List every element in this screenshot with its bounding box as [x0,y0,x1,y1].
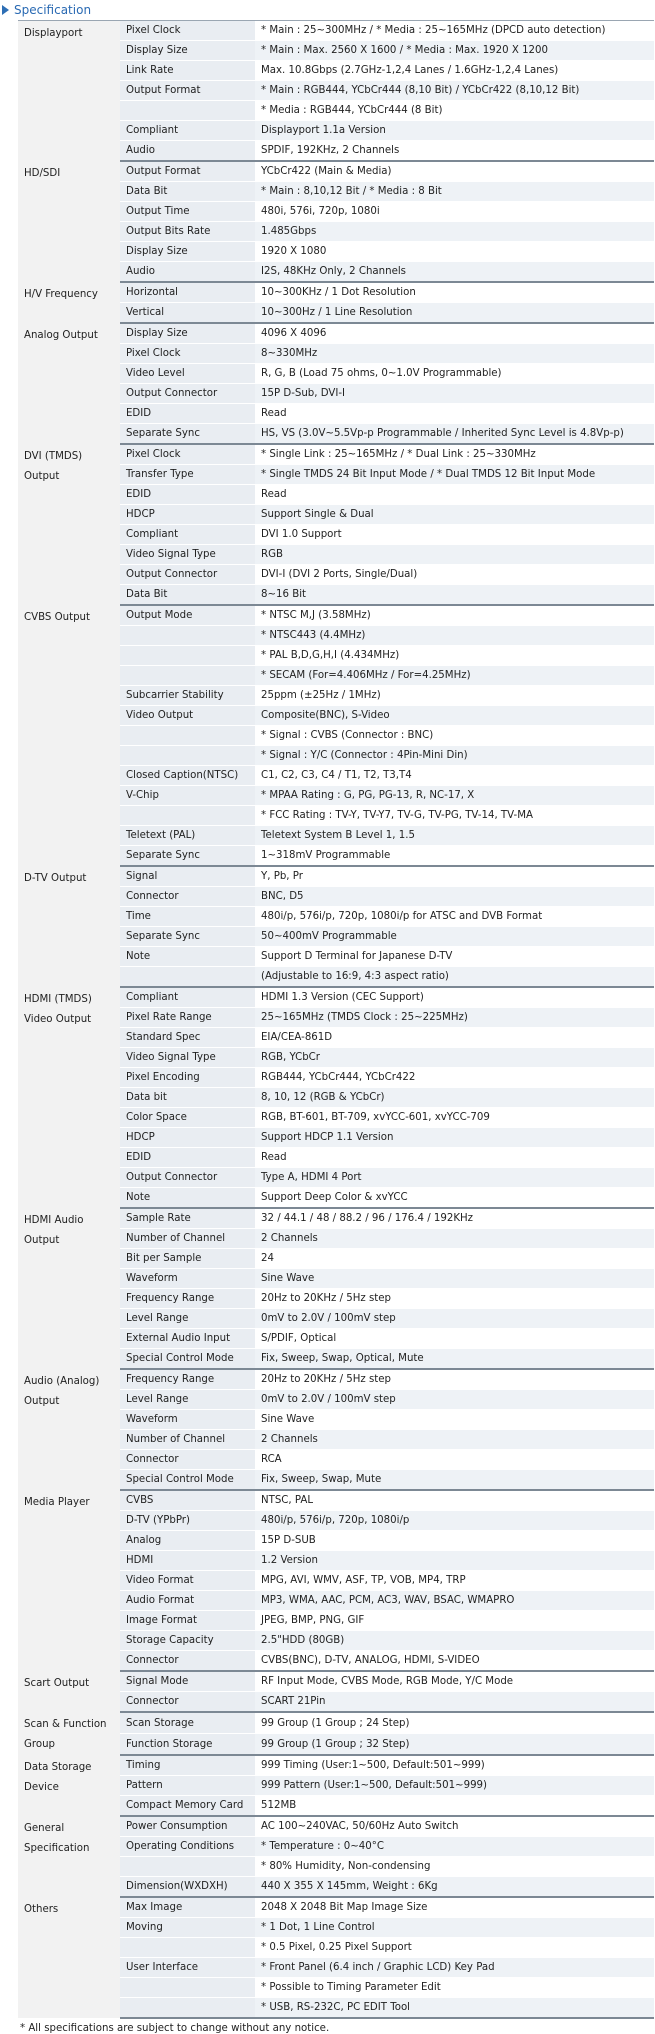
value-cell: 20Hz to 20KHz / 5Hz step [255,1369,654,1390]
item-cell: Operating Conditions [120,1837,255,1857]
item-cell: Link Rate [120,61,255,81]
item-cell [120,1978,255,1998]
value-cell: 25ppm (±25Hz / 1MHz) [255,686,654,706]
item-cell: Moving [120,1918,255,1938]
item-cell: EDID [120,404,255,424]
item-cell: Output Connector [120,1168,255,1188]
value-cell: 440 X 355 X 145mm, Weight : 6Kg [255,1877,654,1898]
category-cell: Data Storage Device [18,1755,120,1816]
item-cell: Number of Channel [120,1430,255,1450]
value-cell: 10~300KHz / 1 Dot Resolution [255,282,654,303]
value-cell: 999 Pattern (User:1~500, Default:501~999) [255,1776,654,1796]
value-cell: AC 100~240VAC, 50/60Hz Auto Switch [255,1816,654,1837]
item-cell: Audio Format [120,1591,255,1611]
value-cell: Composite(BNC), S-Video [255,706,654,726]
item-cell [120,806,255,826]
category-cell: Analog Output [18,323,120,444]
value-cell: Y, Pb, Pr [255,866,654,887]
value-cell: Read [255,404,654,424]
item-cell: Compact Memory Card [120,1796,255,1817]
item-cell: Connector [120,887,255,907]
value-cell: 2 Channels [255,1430,654,1450]
value-cell: * NTSC443 (4.4MHz) [255,626,654,646]
category-cell: D-TV Output [18,866,120,987]
item-cell: Signal Mode [120,1671,255,1692]
table-row [18,1897,654,1918]
item-cell: Data Bit [120,585,255,606]
item-cell: Output Time [120,202,255,222]
value-cell: HDMI 1.3 Version (CEC Support) [255,987,654,1008]
item-cell: Horizontal [120,282,255,303]
item-cell [120,101,255,121]
category-cell: General Specification [18,1816,120,1897]
item-cell: Image Format [120,1611,255,1631]
value-cell: Support D Terminal for Japanese D-TV [255,947,654,967]
value-cell: Support Single & Dual [255,505,654,525]
item-cell: External Audio Input [120,1329,255,1349]
item-cell: Compliant [120,121,255,141]
value-cell: 8~16 Bit [255,585,654,606]
category-cell: H/V Frequency [18,282,120,323]
table-row [18,605,654,626]
item-cell: Separate Sync [120,846,255,867]
value-cell: Read [255,1148,654,1168]
table-row [18,161,654,182]
value-cell: Max. 10.8Gbps (2.7GHz-1,2,4 Lanes / 1.6GHz-1,2,4 Lanes) [255,61,654,81]
item-cell: Power Consumption [120,1816,255,1837]
item-cell [120,666,255,686]
item-cell [120,1998,255,2019]
table-row [18,1712,654,1734]
value-cell: SCART 21Pin [255,1692,654,1713]
value-cell: 25~165MHz (TMDS Clock : 25~225MHz) [255,1008,654,1028]
value-cell: 1~318mV Programmable [255,846,654,867]
value-cell: 2048 X 2048 Bit Map Image Size [255,1897,654,1918]
item-cell: Transfer Type [120,465,255,485]
value-cell: BNC, D5 [255,887,654,907]
value-cell: 999 Timing (User:1~500, Default:501~999) [255,1755,654,1776]
item-cell [120,726,255,746]
table-row [18,1490,654,1511]
item-cell: Pattern [120,1776,255,1796]
item-cell: Function Storage [120,1734,255,1756]
value-cell: 15P D-Sub, DVI-I [255,384,654,404]
item-cell: HDCP [120,505,255,525]
value-cell: 0mV to 2.0V / 100mV step [255,1390,654,1410]
value-cell: HS, VS (3.0V~5.5Vp-p Programmable / Inherited Sync Level is 4.8Vp-p) [255,424,654,445]
value-cell: 99 Group (1 Group ; 32 Step) [255,1734,654,1756]
item-cell: Pixel Encoding [120,1068,255,1088]
item-cell: Video Signal Type [120,545,255,565]
value-cell: * Main : RGB444, YCbCr444 (8,10 Bit) / YCbCr422 (8,10,12 Bit) [255,81,654,101]
value-cell: * Main : 25~300MHz / * Media : 25~165MHz (DPCD auto detection) [255,21,654,41]
value-cell: 2 Channels [255,1229,654,1249]
item-cell: Connector [120,1651,255,1672]
item-cell: Level Range [120,1309,255,1329]
item-cell [120,746,255,766]
arrow-right-icon [2,5,9,15]
value-cell: * FCC Rating : TV-Y, TV-Y7, TV-G, TV-PG, TV-14, TV-MA [255,806,654,826]
item-cell: Output Mode [120,605,255,626]
table-row [18,282,654,303]
value-cell: DVI-I (DVI 2 Ports, Single/Dual) [255,565,654,585]
table-row [18,1671,654,1692]
value-cell: S/PDIF, Optical [255,1329,654,1349]
value-cell: 10~300Hz / 1 Line Resolution [255,303,654,324]
value-cell: Displayport 1.1a Version [255,121,654,141]
item-cell: Pixel Clock [120,444,255,465]
value-cell: Sine Wave [255,1410,654,1430]
item-cell: Separate Sync [120,424,255,445]
value-cell: MPG, AVI, WMV, ASF, TP, VOB, MP4, TRP [255,1571,654,1591]
value-cell: 32 / 44.1 / 48 / 88.2 / 96 / 176.4 / 192KHz [255,1208,654,1229]
item-cell: Output Format [120,81,255,101]
item-cell: Connector [120,1450,255,1470]
value-cell: 1920 X 1080 [255,242,654,262]
category-cell: HD/SDI [18,161,120,282]
item-cell: Output Connector [120,565,255,585]
category-cell: Media Player [18,1490,120,1671]
category-cell: HDMI Audio Output [18,1208,120,1369]
value-cell: DVI 1.0 Support [255,525,654,545]
item-cell: Pixel Clock [120,344,255,364]
value-cell: Support Deep Color & xvYCC [255,1188,654,1209]
item-cell: Waveform [120,1269,255,1289]
item-cell: Compliant [120,987,255,1008]
item-cell [120,1938,255,1958]
item-cell: Display Size [120,242,255,262]
value-cell: RF Input Mode, CVBS Mode, RGB Mode, Y/C Mode [255,1671,654,1692]
value-cell: RGB, YCbCr [255,1048,654,1068]
value-cell: 4096 X 4096 [255,323,654,344]
value-cell: C1, C2, C3, C4 / T1, T2, T3,T4 [255,766,654,786]
value-cell: * Signal : Y/C (Connector : 4Pin-Mini Din) [255,746,654,766]
value-cell: Type A, HDMI 4 Port [255,1168,654,1188]
value-cell: * Front Panel (6.4 inch / Graphic LCD) Key Pad [255,1958,654,1978]
item-cell: EDID [120,1148,255,1168]
category-cell: Scan & Function Group [18,1712,120,1755]
item-cell: Output Connector [120,384,255,404]
value-cell: * NTSC M,J (3.58MHz) [255,605,654,626]
value-cell: * 0.5 Pixel, 0.25 Pixel Support [255,1938,654,1958]
table-row [18,866,654,887]
category-cell: Scart Output [18,1671,120,1712]
value-cell: * Temperature : 0~40°C [255,1837,654,1857]
value-cell: * 1 Dot, 1 Line Control [255,1918,654,1938]
value-cell: 8, 10, 12 (RGB & YCbCr) [255,1088,654,1108]
category-cell: Audio (Analog) Output [18,1369,120,1490]
item-cell: Data bit [120,1088,255,1108]
item-cell: Output Format [120,161,255,182]
value-cell: YCbCr422 (Main & Media) [255,161,654,182]
value-cell: * Signal : CVBS (Connector : BNC) [255,726,654,746]
item-cell: D-TV (YPbPr) [120,1511,255,1531]
value-cell: EIA/CEA-861D [255,1028,654,1048]
value-cell: Read [255,485,654,505]
item-cell: Video Signal Type [120,1048,255,1068]
value-cell: 50~400mV Programmable [255,927,654,947]
item-cell: Output Bits Rate [120,222,255,242]
value-cell: Teletext System B Level 1, 1.5 [255,826,654,846]
value-cell: NTSC, PAL [255,1490,654,1511]
value-cell: MP3, WMA, AAC, PCM, AC3, WAV, BSAC, WMAPRO [255,1591,654,1611]
value-cell: 1.2 Version [255,1551,654,1571]
item-cell: Level Range [120,1390,255,1410]
item-cell: Bit per Sample [120,1249,255,1269]
item-cell: Frequency Range [120,1369,255,1390]
value-cell: * SECAM (For=4.406MHz / For=4.25MHz) [255,666,654,686]
category-cell: DVI (TMDS) Output [18,444,120,605]
item-cell: Frequency Range [120,1289,255,1309]
item-cell: Time [120,907,255,927]
footer-note: * All specifications are subject to change without any notice. [20,2023,330,2034]
table-row [18,444,654,465]
item-cell: Number of Channel [120,1229,255,1249]
item-cell: User Interface [120,1958,255,1978]
value-cell: 480i/p, 576i/p, 720p, 1080i/p [255,1511,654,1531]
item-cell: Special Control Mode [120,1470,255,1491]
value-cell: Fix, Sweep, Swap, Mute [255,1470,654,1491]
item-cell: Note [120,1188,255,1209]
item-cell [120,626,255,646]
category-cell: Others [18,1897,120,2018]
item-cell: EDID [120,485,255,505]
value-cell: RGB444, YCbCr444, YCbCr422 [255,1068,654,1088]
item-cell: Video Format [120,1571,255,1591]
item-cell: Signal [120,866,255,887]
value-cell: * PAL B,D,G,H,I (4.434MHz) [255,646,654,666]
value-cell: * USB, RS-232C, PC EDIT Tool [255,1998,654,2019]
item-cell: Audio [120,141,255,162]
value-cell: (Adjustable to 16:9, 4:3 aspect ratio) [255,967,654,988]
value-cell: RCA [255,1450,654,1470]
table-row [18,1208,654,1229]
table-row [18,1816,654,1837]
value-cell: SPDIF, 192KHz, 2 Channels [255,141,654,162]
value-cell: * Main : 8,10,12 Bit / * Media : 8 Bit [255,182,654,202]
table-row [18,1369,654,1390]
table-row [18,1755,654,1776]
value-cell: 24 [255,1249,654,1269]
value-cell: 1.485Gbps [255,222,654,242]
item-cell: V-Chip [120,786,255,806]
item-cell: CVBS [120,1490,255,1511]
value-cell: 480i/p, 576i/p, 720p, 1080i/p for ATSC and DVB Format [255,907,654,927]
value-cell: 0mV to 2.0V / 100mV step [255,1309,654,1329]
value-cell: RGB [255,545,654,565]
value-cell: 2.5"HDD (80GB) [255,1631,654,1651]
value-cell: * Possible to Timing Parameter Edit [255,1978,654,1998]
value-cell: Support HDCP 1.1 Version [255,1128,654,1148]
value-cell: * Single TMDS 24 Bit Input Mode / * Dual TMDS 12 Bit Input Mode [255,465,654,485]
table-row [18,323,654,344]
value-cell: I2S, 48KHz Only, 2 Channels [255,262,654,283]
item-cell: Dimension(WXDXH) [120,1877,255,1898]
category-cell: HDMI (TMDS) Video Output [18,987,120,1208]
value-cell: 99 Group (1 Group ; 24 Step) [255,1712,654,1734]
table-row [18,987,654,1008]
item-cell: Note [120,947,255,967]
value-cell: Fix, Sweep, Swap, Optical, Mute [255,1349,654,1370]
item-cell: Connector [120,1692,255,1713]
spec-table-body [18,21,654,2018]
item-cell: Vertical [120,303,255,324]
value-cell: Sine Wave [255,1269,654,1289]
value-cell: 15P D-SUB [255,1531,654,1551]
item-cell: Pixel Rate Range [120,1008,255,1028]
item-cell: Sample Rate [120,1208,255,1229]
item-cell: Audio [120,262,255,283]
page-title: Specification [14,2,92,17]
value-cell: 8~330MHz [255,344,654,364]
item-cell [120,646,255,666]
item-cell: Standard Spec [120,1028,255,1048]
section-header [0,0,655,19]
category-cell: CVBS Output [18,605,120,866]
value-cell: * Single Link : 25~165MHz / * Dual Link : 25~330MHz [255,444,654,465]
category-cell: Displayport [18,21,120,161]
item-cell: Pixel Clock [120,21,255,41]
item-cell: Closed Caption(NTSC) [120,766,255,786]
item-cell: Subcarrier Stability [120,686,255,706]
value-cell: * Media : RGB444, YCbCr444 (8 Bit) [255,101,654,121]
item-cell: Separate Sync [120,927,255,947]
value-cell: * 80% Humidity, Non-condensing [255,1857,654,1877]
item-cell: Waveform [120,1410,255,1430]
value-cell: * Main : Max. 2560 X 1600 / * Media : Max. 1920 X 1200 [255,41,654,61]
item-cell: Storage Capacity [120,1631,255,1651]
item-cell: Timing [120,1755,255,1776]
item-cell: HDCP [120,1128,255,1148]
value-cell: 512MB [255,1796,654,1817]
spec-table [18,21,654,2019]
value-cell: CVBS(BNC), D-TV, ANALOG, HDMI, S-VIDEO [255,1651,654,1672]
item-cell: Display Size [120,323,255,344]
value-cell: 480i, 576i, 720p, 1080i [255,202,654,222]
value-cell: JPEG, BMP, PNG, GIF [255,1611,654,1631]
item-cell [120,1857,255,1877]
item-cell: Compliant [120,525,255,545]
item-cell: Special Control Mode [120,1349,255,1370]
value-cell: RGB, BT-601, BT-709, xvYCC-601, xvYCC-709 [255,1108,654,1128]
item-cell: Color Space [120,1108,255,1128]
item-cell: Display Size [120,41,255,61]
item-cell: HDMI [120,1551,255,1571]
item-cell: Max Image [120,1897,255,1918]
item-cell: Video Output [120,706,255,726]
item-cell: Analog [120,1531,255,1551]
item-cell: Scan Storage [120,1712,255,1734]
item-cell: Video Level [120,364,255,384]
item-cell: Data Bit [120,182,255,202]
value-cell: 20Hz to 20KHz / 5Hz step [255,1289,654,1309]
value-cell: * MPAA Rating : G, PG, PG-13, R, NC-17, X [255,786,654,806]
value-cell: R, G, B (Load 75 ohms, 0~1.0V Programmable) [255,364,654,384]
item-cell: Teletext (PAL) [120,826,255,846]
table-row [18,21,654,41]
item-cell [120,967,255,988]
